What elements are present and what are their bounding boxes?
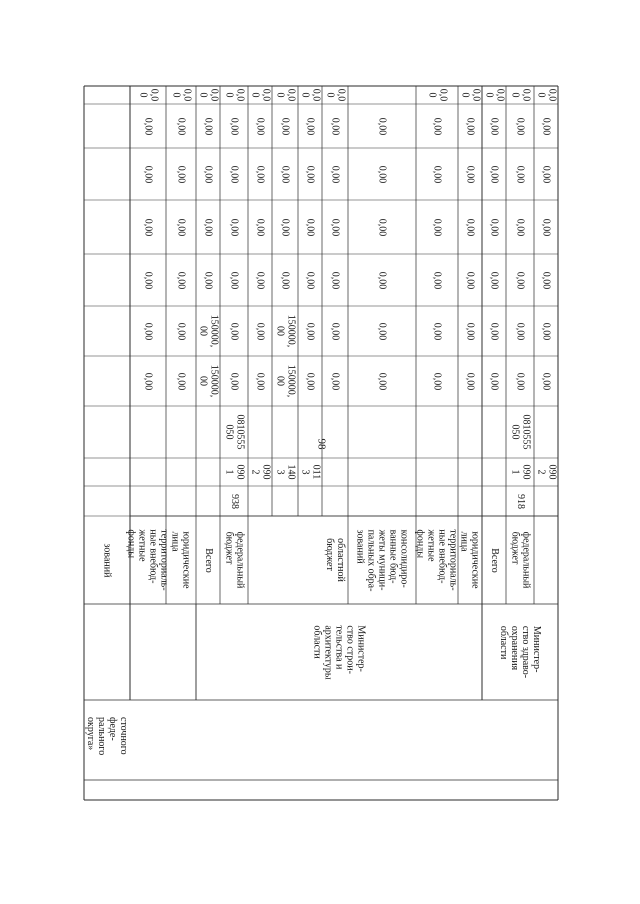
source-cell (458, 516, 482, 604)
value-cell-text: 0,0 0 (535, 88, 557, 102)
value-cell-text: 0,00 (488, 322, 500, 340)
value-cell (482, 254, 506, 306)
source-cell-text: областной бюджет (324, 538, 346, 582)
value-cell-text: 0,00 (304, 322, 316, 340)
value-cell (196, 254, 220, 306)
value-cell (416, 200, 458, 254)
section-code-cell-text: 090 2 (535, 464, 557, 480)
value-cell-text: 0,00 (431, 117, 443, 135)
value-cell-text: 0,00 (376, 218, 388, 236)
value-cell (130, 104, 166, 148)
value-cell (272, 104, 298, 148)
value-cell (534, 200, 558, 254)
value-cell (348, 254, 416, 306)
value-cell (130, 306, 166, 356)
value-cell-text: 0,00 (431, 322, 443, 340)
value-cell (506, 86, 534, 104)
value-cell-text: 0,00 (279, 117, 291, 135)
value-cell-text: 0,0 0 (426, 88, 448, 102)
ministry-name (196, 604, 482, 700)
value-cell-text: 0,00 (228, 117, 240, 135)
value-cell (534, 356, 558, 406)
value-cell-text: 0,00 (540, 322, 552, 340)
value-cell (166, 200, 196, 254)
section-code-cell (220, 458, 248, 486)
section-code-cell-text: 090 1 (509, 464, 531, 480)
section-code-cell-text: 140 3 (274, 464, 296, 480)
source-cell-text: Всего (202, 547, 214, 573)
value-cell-text: 0,0 0 (324, 88, 346, 102)
value-cell (506, 104, 534, 148)
value-cell (220, 86, 248, 104)
value-cell-text: 0,00 (329, 271, 341, 289)
value-cell (248, 200, 272, 254)
value-cell (248, 356, 272, 406)
value-cell (506, 254, 534, 306)
value-cell-text: 0,00 (329, 372, 341, 390)
value-cell-text: 0,00 (514, 372, 526, 390)
source-cell-text: территориаль- ные внебюд- жетные фонды (126, 529, 171, 591)
value-cell (482, 356, 506, 406)
value-cell (322, 254, 348, 306)
value-cell (534, 104, 558, 148)
value-cell (482, 306, 506, 356)
source-cell (322, 516, 348, 604)
value-cell (196, 148, 220, 200)
value-cell (506, 306, 534, 356)
value-cell (416, 104, 458, 148)
value-cell-text: 150000, 00 (197, 364, 219, 398)
value-cell-text: 0,00 (464, 322, 476, 340)
value-cell-text: 0,00 (279, 271, 291, 289)
value-cell-text: 0,00 (376, 117, 388, 135)
value-cell-text: 0,00 (254, 322, 266, 340)
value-cell-text: 0,00 (464, 117, 476, 135)
value-cell (458, 104, 482, 148)
value-cell-text: 0,00 (228, 322, 240, 340)
value-cell-text: 0,00 (431, 271, 443, 289)
value-cell-text: 0,00 (514, 218, 526, 236)
value-cell (322, 148, 348, 200)
source-cell (482, 516, 506, 604)
value-cell (506, 356, 534, 406)
value-cell-text: 0,00 (464, 218, 476, 236)
value-cell (130, 254, 166, 306)
section-code-cell-text: 090 2 (249, 464, 271, 480)
value-cell (348, 148, 416, 200)
value-cell (220, 356, 248, 406)
value-cell (348, 356, 416, 406)
value-cell-text: 0,00 (514, 322, 526, 340)
value-cell-text: 0,0 0 (459, 88, 481, 102)
value-cell-text: 0,00 (142, 218, 154, 236)
value-cell (322, 356, 348, 406)
value-cell-text: 150000, 00 (274, 314, 296, 348)
value-cell-text: 0,00 (254, 117, 266, 135)
value-cell (458, 86, 482, 104)
value-cell-text: 0,00 (254, 218, 266, 236)
section-code-cell (506, 458, 534, 486)
value-cell-text: 0,00 (304, 271, 316, 289)
ministry-name-text: Министер- ство здраво- охранения области (498, 625, 542, 679)
section-code-cell (298, 458, 322, 486)
value-cell (248, 306, 272, 356)
value-cell (248, 148, 272, 200)
value-cell (196, 86, 220, 104)
value-cell (322, 306, 348, 356)
value-cell-text: 0,0 0 (249, 88, 271, 102)
value-cell (416, 254, 458, 306)
value-cell (166, 254, 196, 306)
value-cell (248, 86, 272, 104)
value-cell (130, 200, 166, 254)
value-cell-text: 0,00 (304, 165, 316, 183)
value-cell-text: 0,00 (329, 322, 341, 340)
value-cell (166, 104, 196, 148)
value-cell (130, 86, 166, 104)
value-cell-text: 0,00 (142, 271, 154, 289)
value-cell-text: 0,00 (175, 372, 187, 390)
value-cell (196, 104, 220, 148)
value-cell-text: 0,00 (142, 117, 154, 135)
value-cell (298, 200, 322, 254)
target-code-cell (506, 406, 534, 458)
value-cell (458, 148, 482, 200)
value-cell-text: 0,00 (304, 218, 316, 236)
value-cell-text: 0,0 0 (223, 88, 245, 102)
value-cell (322, 104, 348, 148)
value-cell-text: 0,00 (142, 165, 154, 183)
value-cell (348, 306, 416, 356)
value-cell (458, 356, 482, 406)
value-cell-text: 0,00 (540, 117, 552, 135)
source-cell-text: юридические лица (170, 531, 193, 589)
value-cell-text: 0,00 (431, 372, 443, 390)
value-cell (220, 306, 248, 356)
section-code-cell (272, 458, 298, 486)
section-code-cell (534, 458, 558, 486)
source-cell-text: юридические лица (459, 531, 482, 589)
value-cell (416, 148, 458, 200)
value-cell-text: 0,0 0 (170, 88, 192, 102)
value-cell (248, 254, 272, 306)
value-cell-text: 0,00 (228, 165, 240, 183)
source-cell (416, 516, 458, 604)
value-cell-text: 0,00 (279, 165, 291, 183)
value-cell-text: 0,00 (329, 117, 341, 135)
section-code-cell-text: 090 1 (223, 464, 245, 480)
value-cell-text: 0,00 (376, 271, 388, 289)
value-cell-text: 150000, 00 (274, 364, 296, 398)
value-cell (220, 104, 248, 148)
value-cell-text: 0,00 (279, 218, 291, 236)
value-cell-text: 0,00 (228, 271, 240, 289)
value-cell (166, 148, 196, 200)
value-cell (322, 200, 348, 254)
value-cell (298, 306, 322, 356)
value-cell-text: 0,00 (175, 218, 187, 236)
value-cell (196, 306, 220, 356)
value-cell-text: 0,00 (175, 165, 187, 183)
value-cell-text: 0,00 (304, 372, 316, 390)
value-cell-text: 0,00 (175, 117, 187, 135)
source-cell (126, 516, 171, 604)
header-tail (84, 516, 130, 604)
value-cell-text: 0,00 (142, 372, 154, 390)
value-cell (298, 254, 322, 306)
value-cell (482, 104, 506, 148)
header-tail-text: зований (101, 543, 113, 577)
value-cell-text: 0,00 (142, 322, 154, 340)
value-cell (506, 200, 534, 254)
value-cell-text: 0,00 (514, 271, 526, 289)
source-cell-text: федеральный бюджет (509, 531, 531, 589)
value-cell-text: 0,0 0 (197, 88, 219, 102)
value-cell-text: 0,00 (540, 165, 552, 183)
district-name-tail-text: сточного феде- рального округа» (85, 717, 129, 756)
value-cell-text: 0,00 (540, 218, 552, 236)
value-cell-text: 0,00 (228, 218, 240, 236)
value-cell-text: 0,00 (228, 372, 240, 390)
source-cell-text: территориаль- ные внебюд- жетные фонды (415, 529, 460, 591)
value-cell-text: 0,00 (202, 117, 214, 135)
value-cell (166, 86, 196, 104)
value-cell (534, 148, 558, 200)
value-cell-text: 0,00 (202, 165, 214, 183)
target-code-cell-text: 0810555 050 (509, 414, 531, 450)
value-cell (482, 200, 506, 254)
source-cell (348, 516, 416, 604)
value-cell (272, 200, 298, 254)
value-cell-text: 0,00 (376, 322, 388, 340)
value-cell (272, 254, 298, 306)
value-cell (220, 148, 248, 200)
value-cell-text: 0,00 (488, 218, 500, 236)
value-cell-text: 0,00 (488, 165, 500, 183)
value-cell-text: 0,00 (329, 165, 341, 183)
value-cell (196, 356, 220, 406)
value-cell (298, 148, 322, 200)
value-cell (166, 306, 196, 356)
value-cell-text: 0,00 (464, 271, 476, 289)
value-cell-text: 0,00 (488, 271, 500, 289)
value-cell-text: 0,00 (254, 372, 266, 390)
value-cell (458, 306, 482, 356)
value-cell (416, 356, 458, 406)
value-cell (272, 148, 298, 200)
value-cell-text: 0,0 0 (483, 88, 505, 102)
value-cell (348, 104, 416, 148)
value-cell-text: 0,0 0 (137, 88, 159, 102)
value-cell-text: 0,00 (540, 372, 552, 390)
page-number: 98 (315, 438, 327, 450)
source-cell-text: консолидиро- ванные бюд- жеты муници- пальных обра- зований (354, 529, 410, 591)
value-cell (506, 148, 534, 200)
value-cell (416, 86, 458, 104)
target-code-cell (220, 406, 248, 458)
source-cell (196, 516, 220, 604)
value-cell-text: 0,00 (175, 322, 187, 340)
value-cell (272, 356, 298, 406)
value-cell-text: 0,0 0 (274, 88, 296, 102)
value-cell-text: 0,0 0 (509, 88, 531, 102)
source-cell-text: федеральный бюджет (223, 531, 245, 589)
value-cell (298, 356, 322, 406)
district-name-tail (84, 700, 130, 780)
value-cell-text: 0,00 (464, 372, 476, 390)
value-cell-text: 0,00 (254, 165, 266, 183)
value-cell-text: 0,00 (514, 165, 526, 183)
value-cell-text: 0,00 (376, 372, 388, 390)
value-cell (534, 306, 558, 356)
value-cell-text: 0,00 (488, 372, 500, 390)
value-cell (348, 86, 416, 104)
ministry-name (482, 604, 558, 700)
value-cell (416, 306, 458, 356)
source-cell-text: Всего (488, 547, 500, 573)
value-cell (130, 356, 166, 406)
source-cell (220, 516, 248, 604)
value-cell (166, 356, 196, 406)
value-cell (322, 86, 348, 104)
value-cell (196, 200, 220, 254)
value-cell (272, 306, 298, 356)
gov-code-cell-text: 938 (228, 493, 240, 509)
value-cell (298, 104, 322, 148)
gov-code-cell (220, 486, 248, 516)
ministry-name-text: Министер- ство строи- тельства и архитектуры области (311, 624, 367, 680)
value-cell (130, 148, 166, 200)
value-cell-text: 0,00 (431, 218, 443, 236)
value-cell (534, 86, 558, 104)
value-cell-text: 0,00 (304, 117, 316, 135)
value-cell-text: 0,00 (202, 218, 214, 236)
value-cell (482, 148, 506, 200)
value-cell (348, 200, 416, 254)
section-code-cell-text: 011 3 (298, 464, 321, 480)
value-cell-text: 0,00 (202, 271, 214, 289)
value-cell-text: 0,00 (514, 117, 526, 135)
target-code-cell-text: 0810555 050 (223, 414, 245, 450)
value-cell (298, 86, 322, 104)
value-cell-text: 0,00 (254, 271, 266, 289)
value-cell (220, 200, 248, 254)
source-cell (166, 516, 196, 604)
value-cell (482, 86, 506, 104)
value-cell-text: 0,00 (431, 165, 443, 183)
value-cell-text: 0,00 (488, 117, 500, 135)
value-cell-text: 0,00 (540, 271, 552, 289)
source-cell (506, 516, 534, 604)
value-cell (458, 200, 482, 254)
value-cell (458, 254, 482, 306)
value-cell-text: 0,00 (376, 165, 388, 183)
section-code-cell (248, 458, 272, 486)
value-cell (220, 254, 248, 306)
value-cell (248, 104, 272, 148)
value-cell-text: 150000, 00 (197, 314, 219, 348)
value-cell (534, 254, 558, 306)
value-cell-text: 0,0 0 (299, 88, 321, 102)
value-cell (272, 86, 298, 104)
gov-code-cell-text: 918 (514, 493, 526, 509)
gov-code-cell (506, 486, 534, 516)
value-cell-text: 0,00 (329, 218, 341, 236)
value-cell-text: 0,00 (464, 165, 476, 183)
value-cell-text: 0,00 (175, 271, 187, 289)
